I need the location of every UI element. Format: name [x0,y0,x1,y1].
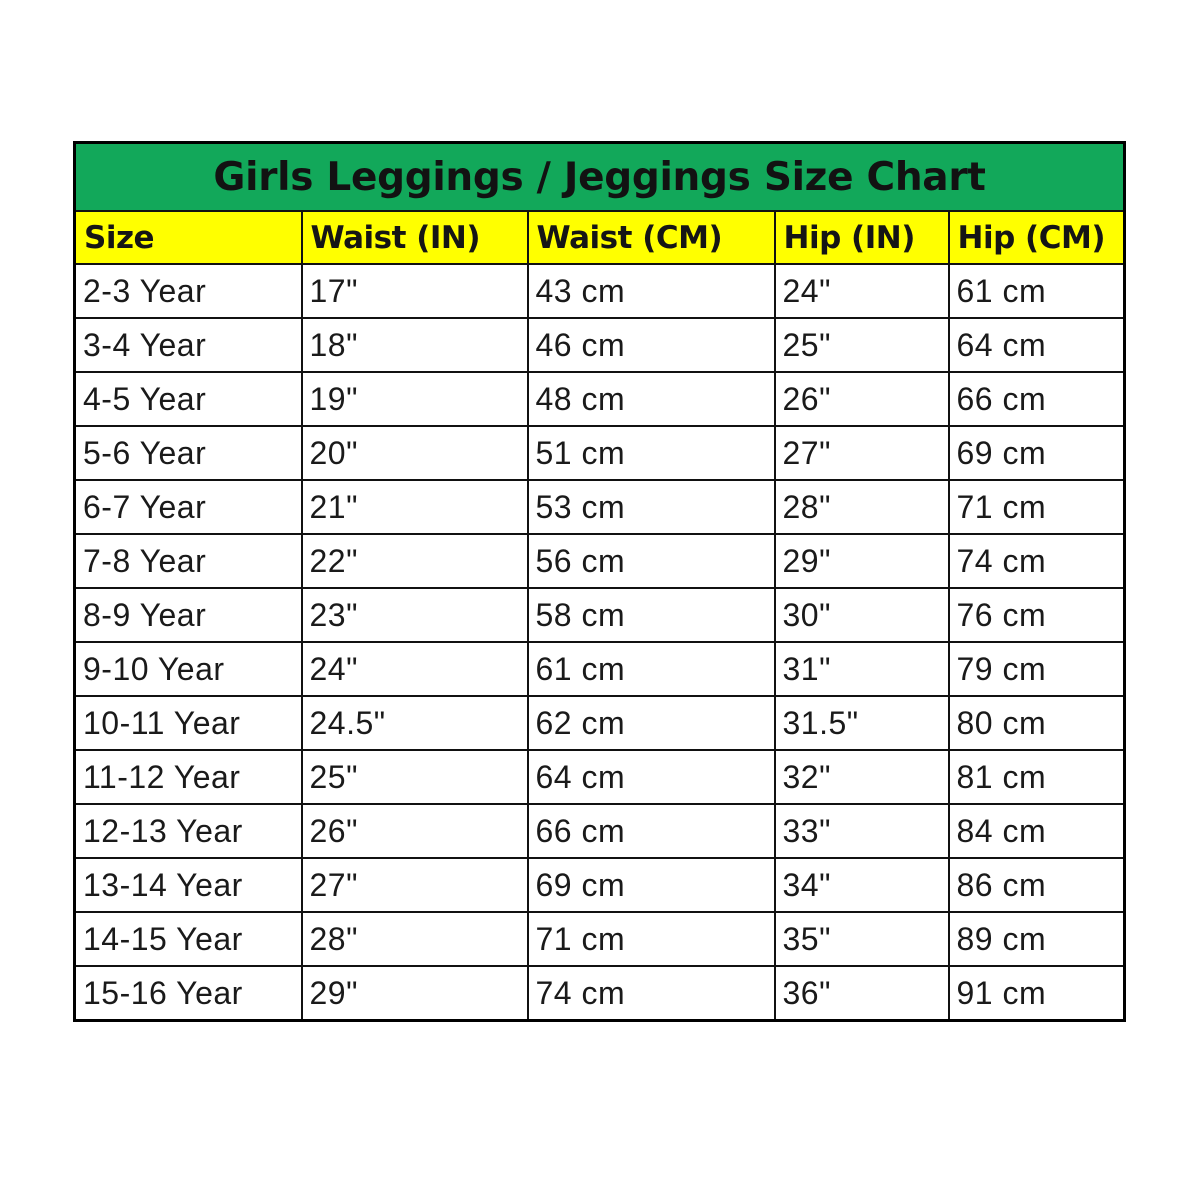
size-cell: 12-13 Year [75,804,302,858]
hip-in-cell: 29" [775,534,949,588]
header-row [75,211,1125,264]
table-row [75,858,1125,912]
hip-in-cell: 24" [775,264,949,318]
hip-in-cell: 31" [775,642,949,696]
size-cell: 6-7 Year [75,480,302,534]
waist-cm-cell: 62 cm [528,696,775,750]
waist-in-cell: 29" [302,966,528,1021]
hip-cm-cell: 79 cm [949,642,1125,696]
size-cell: 4-5 Year [75,372,302,426]
waist-in-cell: 26" [302,804,528,858]
waist-cm-cell: 51 cm [528,426,775,480]
table-row [75,534,1125,588]
size-chart-table [73,141,1126,1022]
hip-in-cell: 32" [775,750,949,804]
hip-cm-cell: 84 cm [949,804,1125,858]
size-cell: 14-15 Year [75,912,302,966]
waist-in-cell: 28" [302,912,528,966]
waist-cm-cell: 48 cm [528,372,775,426]
waist-in-cell: 20" [302,426,528,480]
hip-cm-cell: 76 cm [949,588,1125,642]
hip-in-cell: 28" [775,480,949,534]
hip-in-cell: 35" [775,912,949,966]
waist-cm-cell: 43 cm [528,264,775,318]
table-row [75,966,1125,1021]
hip-in-cell: 31.5" [775,696,949,750]
waist-in-cell: 19" [302,372,528,426]
waist-in-cell: 25" [302,750,528,804]
waist-in-cell: 24.5" [302,696,528,750]
waist-cm-cell: 58 cm [528,588,775,642]
hip-in-cell: 26" [775,372,949,426]
size-cell: 13-14 Year [75,858,302,912]
waist-cm-cell: 46 cm [528,318,775,372]
hip-in-cell: 34" [775,858,949,912]
size-cell: 10-11 Year [75,696,302,750]
waist-cm-cell: 61 cm [528,642,775,696]
waist-cm-cell: 66 cm [528,804,775,858]
column-header-hip-cm: Hip (CM) [949,211,1125,264]
hip-cm-cell: 91 cm [949,966,1125,1021]
hip-cm-cell: 89 cm [949,912,1125,966]
table-row [75,642,1125,696]
table-row [75,318,1125,372]
hip-in-cell: 33" [775,804,949,858]
title-row [75,143,1125,212]
table-body [75,264,1125,1021]
hip-cm-cell: 80 cm [949,696,1125,750]
hip-cm-cell: 64 cm [949,318,1125,372]
waist-in-cell: 27" [302,858,528,912]
waist-in-cell: 21" [302,480,528,534]
column-header-waist-cm: Waist (CM) [528,211,775,264]
table-row [75,912,1125,966]
hip-in-cell: 27" [775,426,949,480]
waist-in-cell: 17" [302,264,528,318]
size-cell: 11-12 Year [75,750,302,804]
table-row [75,696,1125,750]
waist-cm-cell: 71 cm [528,912,775,966]
size-cell: 2-3 Year [75,264,302,318]
hip-cm-cell: 69 cm [949,426,1125,480]
size-cell: 5-6 Year [75,426,302,480]
column-header-waist-in: Waist (IN) [302,211,528,264]
waist-cm-cell: 53 cm [528,480,775,534]
hip-cm-cell: 61 cm [949,264,1125,318]
waist-in-cell: 23" [302,588,528,642]
hip-cm-cell: 81 cm [949,750,1125,804]
waist-cm-cell: 69 cm [528,858,775,912]
size-cell: 15-16 Year [75,966,302,1021]
size-cell: 3-4 Year [75,318,302,372]
waist-in-cell: 22" [302,534,528,588]
hip-cm-cell: 74 cm [949,534,1125,588]
table-row [75,588,1125,642]
waist-cm-cell: 56 cm [528,534,775,588]
hip-in-cell: 25" [775,318,949,372]
hip-in-cell: 30" [775,588,949,642]
waist-in-cell: 18" [302,318,528,372]
size-cell: 8-9 Year [75,588,302,642]
waist-in-cell: 24" [302,642,528,696]
chart-title: Girls Leggings / Jeggings Size Chart [75,143,1125,212]
waist-cm-cell: 74 cm [528,966,775,1021]
table-row [75,264,1125,318]
hip-cm-cell: 71 cm [949,480,1125,534]
size-cell: 7-8 Year [75,534,302,588]
hip-in-cell: 36" [775,966,949,1021]
table-row [75,480,1125,534]
hip-cm-cell: 86 cm [949,858,1125,912]
column-header-hip-in: Hip (IN) [775,211,949,264]
column-header-size: Size [75,211,302,264]
size-cell: 9-10 Year [75,642,302,696]
table-row [75,750,1125,804]
table-row [75,804,1125,858]
waist-cm-cell: 64 cm [528,750,775,804]
hip-cm-cell: 66 cm [949,372,1125,426]
table-row [75,426,1125,480]
table-row [75,372,1125,426]
